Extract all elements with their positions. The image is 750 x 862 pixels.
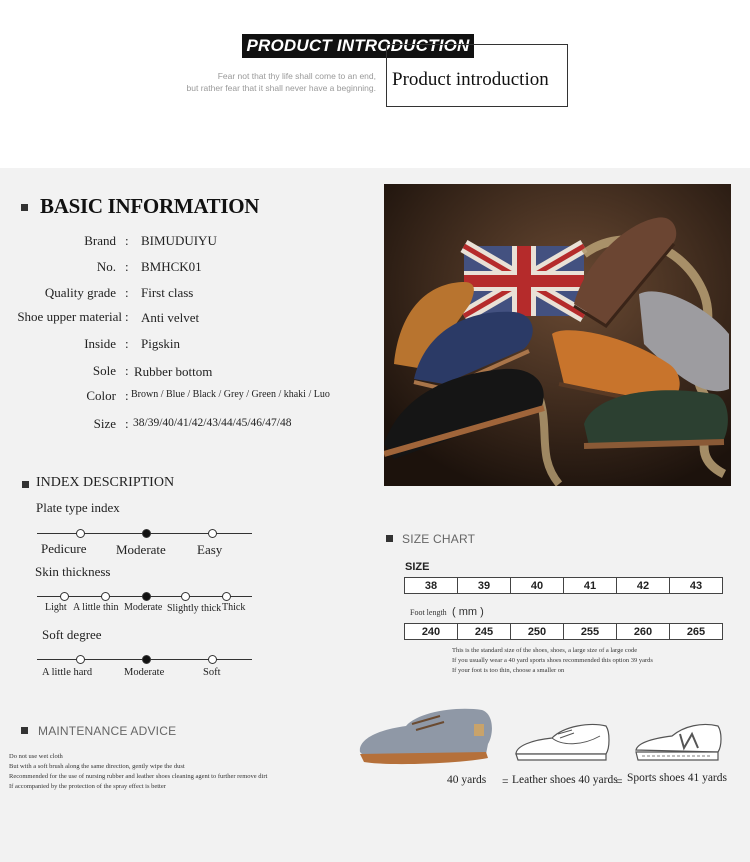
size-cell: 40: [511, 578, 564, 594]
size-cell: 41: [564, 578, 617, 594]
shoes-photo-illustration: [384, 184, 731, 486]
soft-tick-1: A little hard: [42, 667, 93, 678]
length-cell: 265: [670, 624, 723, 640]
length-cell: 240: [405, 624, 458, 640]
value-brand: BIMUDUIYU: [141, 233, 217, 248]
skin-dot-5: [222, 592, 231, 601]
plate-dot-2-selected: [142, 529, 151, 538]
bullet-icon: [386, 535, 393, 542]
size-cell: 39: [458, 578, 511, 594]
maintenance-title: MAINTENANCE ADVICE: [38, 724, 177, 738]
leather-shoe-sketch: [512, 718, 612, 764]
size-note-2: If you usually wear a 40 yard sports shoes recommended this option 39 yards: [452, 657, 653, 664]
size-label: SIZE: [405, 561, 430, 573]
label-sole: Sole: [92, 363, 116, 378]
separator: :: [125, 259, 129, 274]
foot-length-label: Foot length: [410, 608, 447, 617]
size-note-1: This is the standard size of the shoes, shoes, a large size of a large code: [452, 647, 638, 654]
label-upper-material: Shoe upper material: [17, 309, 122, 324]
label-no: No.: [96, 259, 116, 274]
value-quality: First class: [141, 285, 194, 300]
yards-40-caption: 40 yards: [447, 774, 487, 786]
length-cell: 255: [564, 624, 617, 640]
separator: :: [125, 416, 129, 431]
skin-tick-5: Thick: [222, 602, 246, 613]
skin-dot-4: [181, 592, 190, 601]
length-cell: 245: [458, 624, 511, 640]
soft-degree-title: Soft degree: [42, 627, 102, 642]
value-sole: Rubber bottom: [134, 364, 213, 379]
separator: :: [125, 363, 129, 378]
separator: :: [125, 309, 129, 324]
advice-line-2: But with a soft brush along the same direction, gently wipe the dust: [9, 763, 185, 770]
table-row: [405, 578, 723, 594]
value-inside: Pigskin: [141, 336, 181, 351]
length-table: [404, 623, 723, 640]
separator: :: [125, 285, 129, 300]
skin-thickness-title: Skin thickness: [35, 564, 111, 579]
separator: :: [125, 336, 129, 351]
plate-tick-1: Pedicure: [41, 541, 87, 556]
sports-shoe-sketch: [632, 720, 724, 764]
plate-type-title: Plate type index: [36, 500, 120, 515]
product-photo: [384, 184, 731, 486]
basic-info-title: BASIC INFORMATION: [40, 194, 260, 218]
bullet-icon: [21, 727, 28, 734]
equals-sign: =: [616, 776, 623, 788]
size-cell: 42: [617, 578, 670, 594]
separator: :: [125, 388, 129, 403]
soft-dot-2-selected: [142, 655, 151, 664]
plate-dot-3: [208, 529, 217, 538]
label-quality: Quality grade: [44, 285, 116, 300]
soft-tick-3: Soft: [203, 667, 221, 678]
quote-text: [150, 70, 376, 94]
skin-dot-2: [101, 592, 110, 601]
skin-dot-1: [60, 592, 69, 601]
bullet-icon: [22, 481, 29, 488]
sports-caption: Sports shoes 41 yards: [627, 772, 727, 784]
bullet-icon: [21, 204, 28, 211]
plate-tick-2: Moderate: [116, 542, 166, 557]
separator: :: [125, 233, 129, 248]
soft-tick-2: Moderate: [124, 667, 165, 678]
label-inside: Inside: [84, 336, 116, 351]
advice-line-4: If accompanied by the protection of the spray effect is better: [9, 783, 166, 790]
table-row: [405, 624, 723, 640]
quote-line-2: but rather fear that it shall never have a beginning.: [186, 83, 376, 93]
suede-shoe-image: [356, 706, 496, 768]
skin-tick-3: Moderate: [124, 602, 163, 613]
label-brand: Brand: [84, 233, 116, 248]
skin-tick-2: A little thin: [73, 602, 119, 613]
size-cell: 38: [405, 578, 458, 594]
label-size: Size: [93, 416, 116, 431]
soft-dot-1: [76, 655, 85, 664]
soft-dot-3: [208, 655, 217, 664]
value-upper-material: Anti velvet: [141, 310, 200, 325]
skin-tick-4: Slightly thick: [167, 603, 222, 614]
value-color: Brown / Blue / Black / Grey / Green / khaki / Luo: [131, 389, 330, 400]
size-table: [404, 577, 723, 594]
value-no: BMHCK01: [141, 259, 202, 274]
flag-box: [464, 246, 584, 316]
advice-line-3: Recommended for the use of nursing rubber and leather shoes cleaning agent to further remove dirt: [9, 773, 268, 780]
value-size: 38/39/40/41/42/43/44/45/46/47/48: [133, 417, 292, 429]
size-cell: 43: [670, 578, 723, 594]
banner-title: PRODUCT INTRODUCTION: [242, 34, 474, 58]
advice-line-1: Do not use wet cloth: [9, 753, 63, 760]
size-chart-title: SIZE CHART: [402, 532, 476, 546]
index-description-title: INDEX DESCRIPTION: [36, 475, 175, 490]
length-cell: 260: [617, 624, 670, 640]
skin-tick-1: Light: [45, 602, 67, 613]
size-note-3: If your foot is too thin, choose a smaller on: [452, 667, 565, 674]
length-cell: 250: [511, 624, 564, 640]
foot-length-unit: ( mm ): [452, 606, 484, 618]
skin-dot-3-selected: [142, 592, 151, 601]
product-intro-box: Product introduction: [386, 44, 568, 107]
leather-caption: Leather shoes 40 yards: [512, 774, 618, 786]
label-color: Color: [86, 388, 116, 403]
equals-sign: =: [502, 776, 509, 788]
plate-dot-1: [76, 529, 85, 538]
plate-tick-3: Easy: [197, 542, 223, 557]
quote-line-1: Fear not that thy life shall come to an end,: [217, 71, 376, 81]
